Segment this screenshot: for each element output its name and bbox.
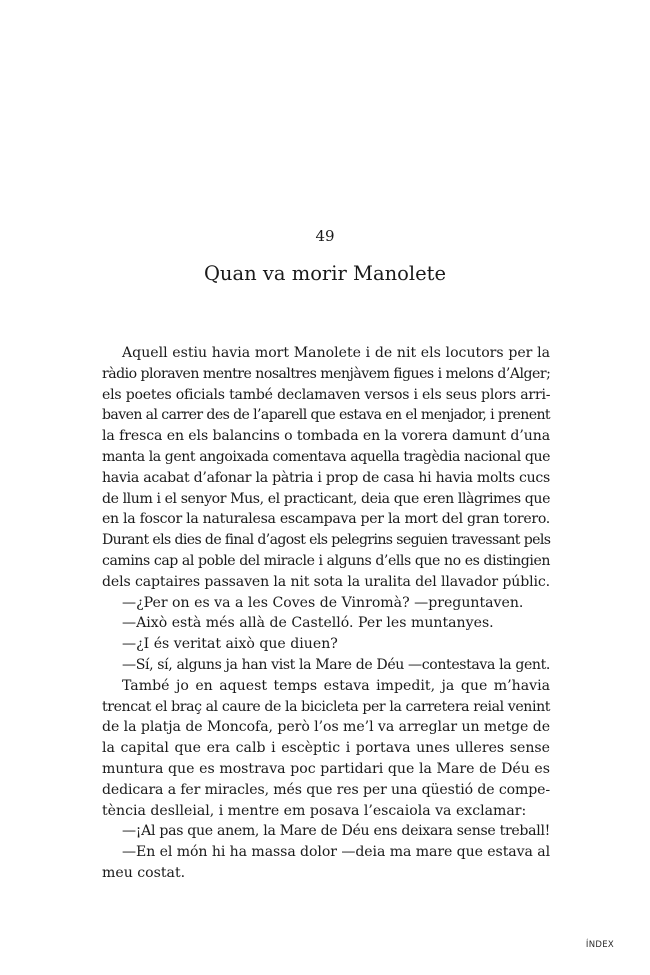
text-line: —¿I és veritat això que diuen? <box>122 636 338 653</box>
chapter-title: Quan va morir Manolete <box>203 262 447 285</box>
text-line: la capital que era calb i escèptic i portava unes ulleres sense <box>102 740 550 757</box>
text-line: meu costat. <box>102 864 186 881</box>
text-line: dels captaires passaven la nit sota la uralita del llavador públic. <box>102 573 550 590</box>
text-line: de llum i el senyor Mus, el practicant, deia que eren llàgrimes que <box>102 490 550 507</box>
text-line: manta la gent angoixada comentava aquella tragèdia nacional que <box>102 448 550 465</box>
text-line: tència deslleial, i mentre em posava l’escaiola va exclamar: <box>102 802 527 819</box>
text-line: la fresca en els balancins o tombada en la vorera damunt d’una <box>102 428 550 445</box>
text-line: trencat el braç al caure de la bicicleta per la carretera reial venint <box>102 698 550 715</box>
text-line: baven al carrer des de l’aparell que estava en el menjador, i prenent <box>102 407 550 424</box>
text-line: muntura que es mostrava poc partidari que la Mare de Déu es <box>102 760 550 777</box>
text-line: en la foscor la naturalesa escampava per la mort del gran torero. <box>102 511 551 528</box>
text-line: —¡Al pas que anem, la Mare de Déu ens deixara sense treball! <box>122 823 550 840</box>
text-line: havia acabat d’afonar la pàtria i prop de casa hi havia molts cucs <box>102 469 550 486</box>
text-line: També jo en aquest temps estava impedit, ja que m’havia <box>122 677 550 694</box>
text-line: ràdio ploraven mentre nosaltres menjàvem figues i melons d’Alger; <box>102 365 551 382</box>
text-line: Durant els dies de final d’agost els pelegrins seguien travessant pels <box>102 532 551 549</box>
text-line: Aquell estiu havia mort Manolete i de nit els locutors per la <box>122 345 550 361</box>
text-line: els poetes oficials també declamaven versos i els seus plors arri- <box>102 386 551 403</box>
text-line: —Això està més allà de Castelló. Per les muntanyes. <box>122 615 494 632</box>
chapter-body <box>102 343 550 884</box>
text-line: dedicara a fer miracles, més que res per una qüestió de compe- <box>102 781 550 798</box>
text-line: de la platja de Moncofa, però l’os me’l va arreglar un metge de <box>102 719 550 736</box>
text-line: —En el món hi ha massa dolor —deia ma mare que estava al <box>122 844 550 861</box>
index-link[interactable]: ÍNDEX <box>585 940 614 950</box>
chapter-number: 49 <box>315 227 335 245</box>
text-line: —Sí, sí, alguns ja han vist la Mare de Déu —contestava la gent. <box>122 656 550 673</box>
text-line: camins cap al poble del miracle i alguns d’ells que no es distingien <box>102 552 550 569</box>
text-line: —¿Per on es va a les Coves de Vinromà? —preguntaven. <box>122 594 524 611</box>
